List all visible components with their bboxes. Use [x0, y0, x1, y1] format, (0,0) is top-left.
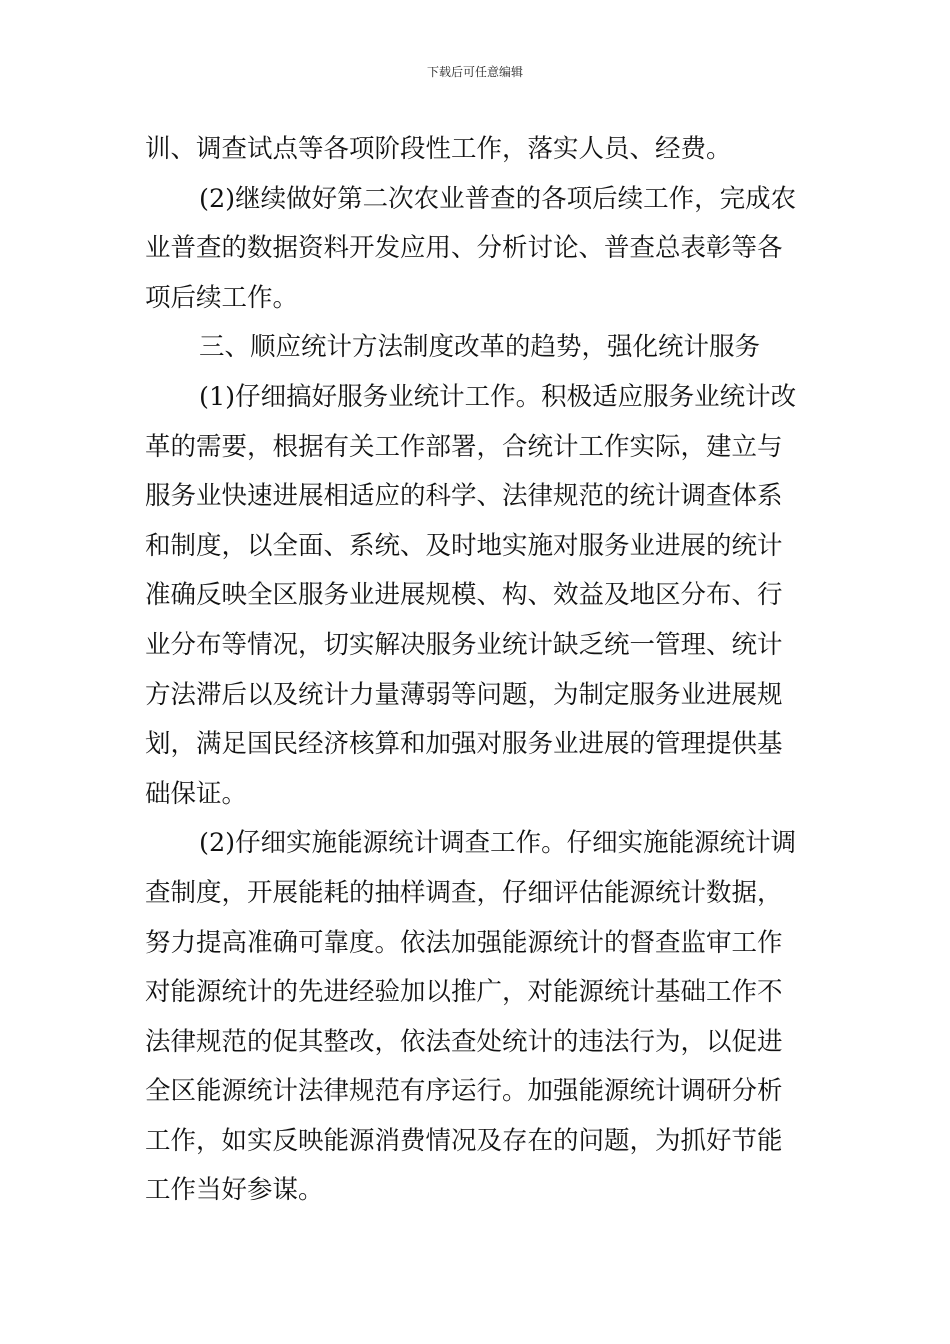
text-line: 全区能源统计法律规范有序运行。加强能源统计调研分析 [145, 1076, 783, 1107]
document-body [145, 125, 809, 1216]
text-line: 划，满足国民经济核算和加强对服务业进展的管理提供基 [145, 729, 783, 760]
text-line: 法律规范的促其整改，依法查处统计的违法行为，以促进 [145, 1026, 783, 1057]
text-line: 业普查的数据资料开发应用、分析讨论、普查总表彰等各 [145, 233, 783, 264]
page-header: 下载后可任意编辑 [426, 65, 523, 79]
text-line: 查制度，开展能耗的抽样调查，仔细评估能源统计数据， [145, 877, 783, 908]
text-line: (2)仔细实施能源统计调查工作。仔细实施能源统计调 [199, 828, 797, 859]
text-line: 革的需要，根据有关工作部署，合统计工作实际，建立与 [145, 431, 783, 462]
text-line: 努力提高准确可靠度。依法加强能源统计的督查监审工作 [145, 927, 783, 958]
text-line: 工作，如实反映能源消费情况及存在的问题，为抓好节能 [145, 1125, 783, 1156]
text-line: 服务业快速进展相适应的科学、法律规范的统计调查体系 [145, 481, 783, 512]
text-line: 方法滞后以及统计力量薄弱等问题，为制定服务业进展规 [145, 679, 783, 710]
text-line: 对能源统计的先进经验加以推广，对能源统计基础工作不 [145, 977, 783, 1008]
text-line: 准确反映全区服务业进展规模、构、效益及地区分布、行 [145, 580, 783, 611]
text-line: 业分布等情况，切实解决服务业统计缺乏统一管理、统计 [145, 629, 783, 660]
text-line: 础保证。 [145, 778, 248, 809]
text-line: (1)仔细搞好服务业统计工作。积极适应服务业统计改 [199, 381, 797, 412]
text-line: 项后续工作。 [145, 282, 299, 313]
text-line: 和制度，以全面、系统、及时地实施对服务业进展的统计 [145, 530, 783, 561]
text-line: (2)继续做好第二次农业普查的各项后续工作，完成农 [199, 183, 797, 214]
text-line: 工作当好参谋。 [145, 1175, 324, 1206]
text-line: 三、顺应统计方法制度改革的趋势，强化统计服务 [199, 332, 761, 363]
text-line: 训、调查试点等各项阶段性工作，落实人员、经费。 [145, 134, 732, 164]
